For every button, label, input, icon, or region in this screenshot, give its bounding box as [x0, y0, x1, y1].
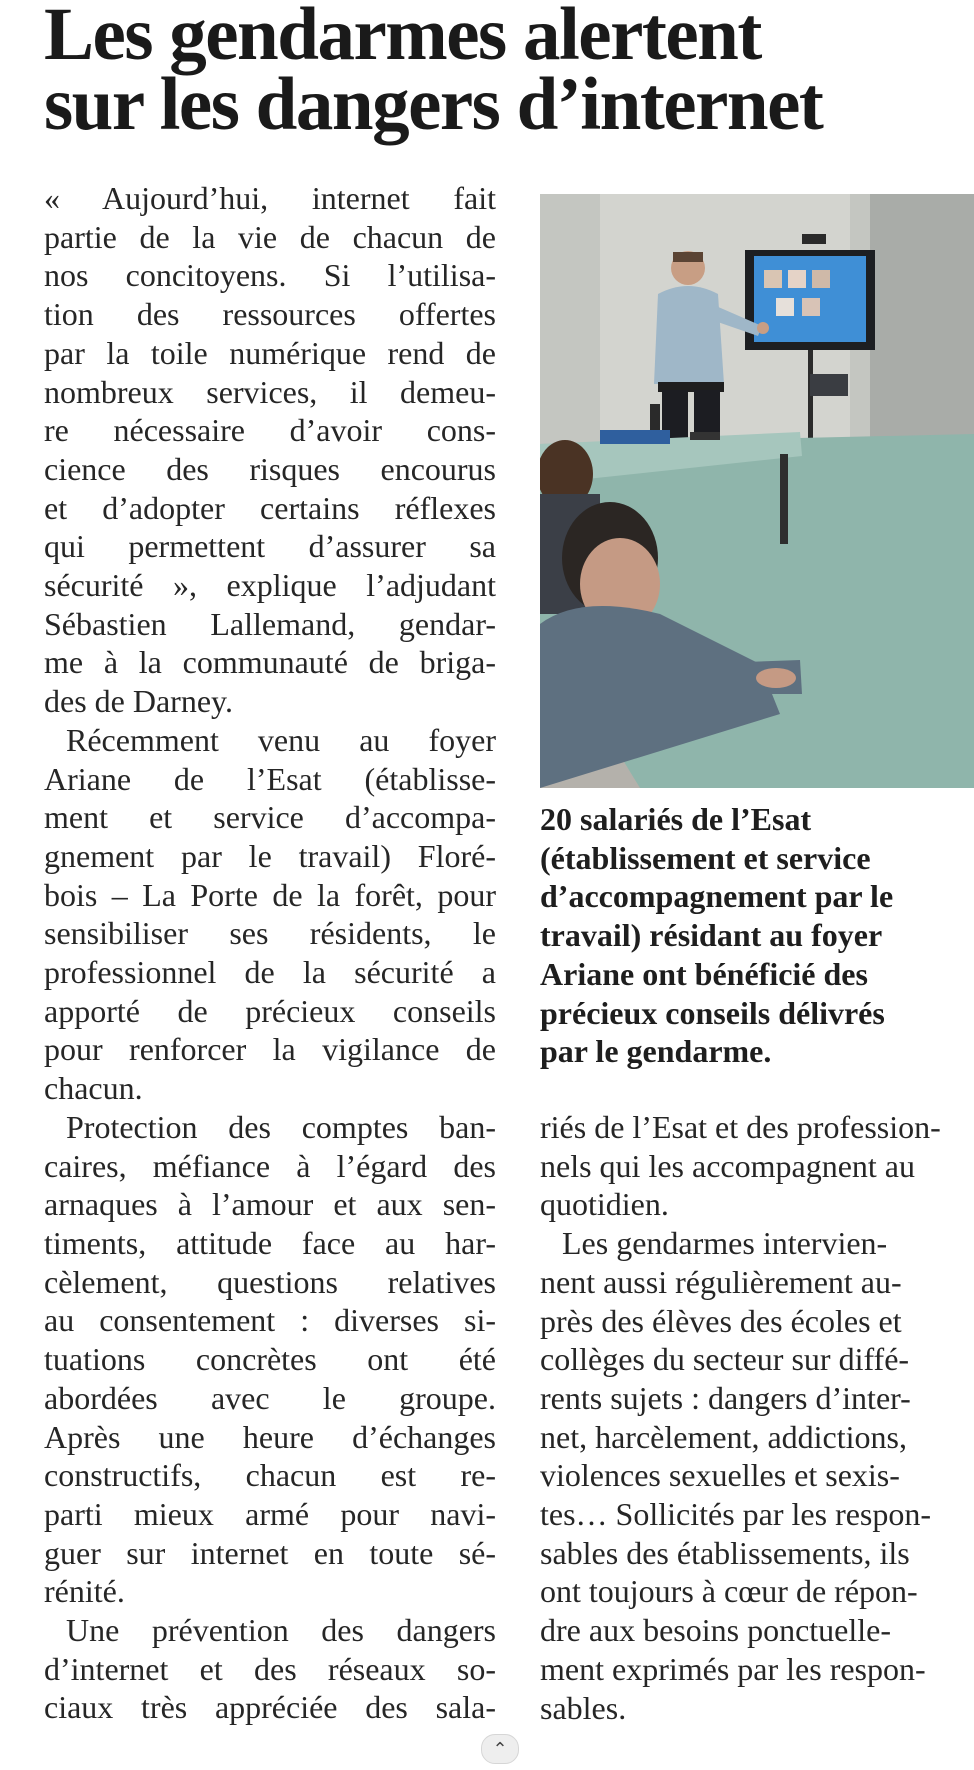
text-line: gnement par le travail) Floré- [44, 837, 496, 874]
text-line: parti mieux armé pour navi- [44, 1495, 496, 1532]
caption-line: d’accompagnement par le [540, 878, 894, 915]
caption-line: 20 salariés de l’Esat [540, 801, 812, 837]
text-line: sables. [540, 1689, 627, 1726]
chevron-up-icon: ⌃ [492, 1738, 508, 1760]
text-line: cience des risques encourus [44, 450, 496, 487]
text-line: nels qui les accompagnent au [540, 1147, 915, 1184]
text-line: ment et service d’accompa- [44, 799, 496, 836]
text-line: collèges du secteur sur diffé- [540, 1341, 910, 1378]
text-line: sensibiliser ses résidents, le [44, 915, 496, 952]
text-line: pour renforcer la vigilance de [44, 1031, 496, 1068]
text-line: Une prévention des dangers [66, 1612, 496, 1649]
text-line: Après une heure d’échanges [44, 1418, 496, 1455]
text-line: chacun. [44, 1070, 143, 1107]
text-line: par la toile numérique rend de [44, 334, 496, 371]
text-line: re nécessaire d’avoir cons- [44, 412, 496, 449]
text-line: sables des établissements, ils [540, 1534, 910, 1571]
gendarme-presentation-image [540, 194, 974, 788]
caption-line: (établissement et service [540, 839, 871, 876]
text-line: arnaques à l’amour et aux sen- [44, 1186, 496, 1223]
headline [44, 0, 964, 146]
text-line: ment exprimés par les respon- [540, 1650, 926, 1687]
text-line: me à la communauté de briga- [44, 644, 496, 681]
scroll-up-button[interactable] [481, 1734, 519, 1764]
text-line: sécurité », explique l’adjudant [44, 567, 496, 604]
text-line: Récemment venu au foyer [66, 721, 496, 758]
text-line: Ariane de l’Esat (établisse- [44, 760, 496, 797]
text-line: apporté de précieux conseils [44, 992, 496, 1029]
text-line: net, harcèlement, addictions, [540, 1418, 907, 1455]
text-line: tuations concrètes ont été [44, 1341, 496, 1378]
photo-caption [540, 800, 974, 1071]
text-line: Sébastien Lallemand, gendar- [44, 605, 496, 642]
text-line: Protection des comptes ban- [66, 1108, 496, 1145]
text-line: Les gendarmes intervien- [562, 1225, 888, 1262]
text-line: cèlement, questions relatives [44, 1263, 496, 1300]
caption-line: travail) résidant au foyer [540, 917, 883, 954]
text-line: ont toujours à cœur de répon- [540, 1573, 918, 1610]
text-line: caires, méfiance à l’égard des [44, 1147, 496, 1184]
text-line: bois – La Porte de la forêt, pour [44, 876, 496, 913]
caption-line: par le gendarme. [540, 1033, 772, 1070]
article-photo [540, 194, 974, 788]
text-line: quotidien. [540, 1186, 669, 1223]
text-line: tes… Sollicités par les respon- [540, 1496, 932, 1533]
text-line: violences sexuelles et sexis- [540, 1457, 900, 1494]
text-line: « Aujourd’hui, internet fait [44, 180, 496, 216]
text-line: et d’adopter certains réflexes [44, 489, 496, 526]
text-line: nos concitoyens. Si l’utilisa- [44, 257, 496, 294]
text-line: ciaux très appréciée des sala- [44, 1689, 496, 1726]
caption-line: Ariane ont bénéficié des [540, 955, 868, 992]
text-line: au consentement : diverses si- [44, 1302, 496, 1339]
text-line: professionnel de la sécurité a [44, 954, 496, 991]
article-body-right-column [540, 1108, 974, 1727]
text-line: guer sur internet en toute sé- [44, 1534, 496, 1571]
text-line: partie de la vie de chacun de [44, 218, 496, 255]
text-line: timents, attitude face au har- [44, 1224, 496, 1261]
text-line: près des élèves des écoles et [540, 1302, 902, 1339]
headline-line-2: sur les dangers d’internet [44, 63, 823, 146]
text-line: qui permettent d’assurer sa [44, 528, 496, 565]
text-line: rénité. [44, 1573, 125, 1610]
text-line: abordées avec le groupe. [44, 1379, 496, 1416]
text-line: rents sujets : dangers d’inter- [540, 1379, 911, 1416]
text-line: tion des ressources offertes [44, 296, 496, 333]
caption-line: précieux conseils délivrés [540, 994, 885, 1031]
article-body-left-column [44, 179, 496, 1727]
text-line: riés de l’Esat et des profession- [540, 1109, 941, 1145]
text-line: d’internet et des réseaux so- [44, 1650, 496, 1687]
text-line: des de Darney. [44, 683, 233, 720]
headline-line-1: Les gendarmes alertent [44, 0, 761, 76]
text-line: nent aussi régulièrement au- [540, 1263, 902, 1300]
text-line: nombreux services, il demeu- [44, 373, 496, 410]
text-line: constructifs, chacun est re- [44, 1457, 496, 1494]
text-line: dre aux besoins ponctuelle- [540, 1612, 891, 1649]
